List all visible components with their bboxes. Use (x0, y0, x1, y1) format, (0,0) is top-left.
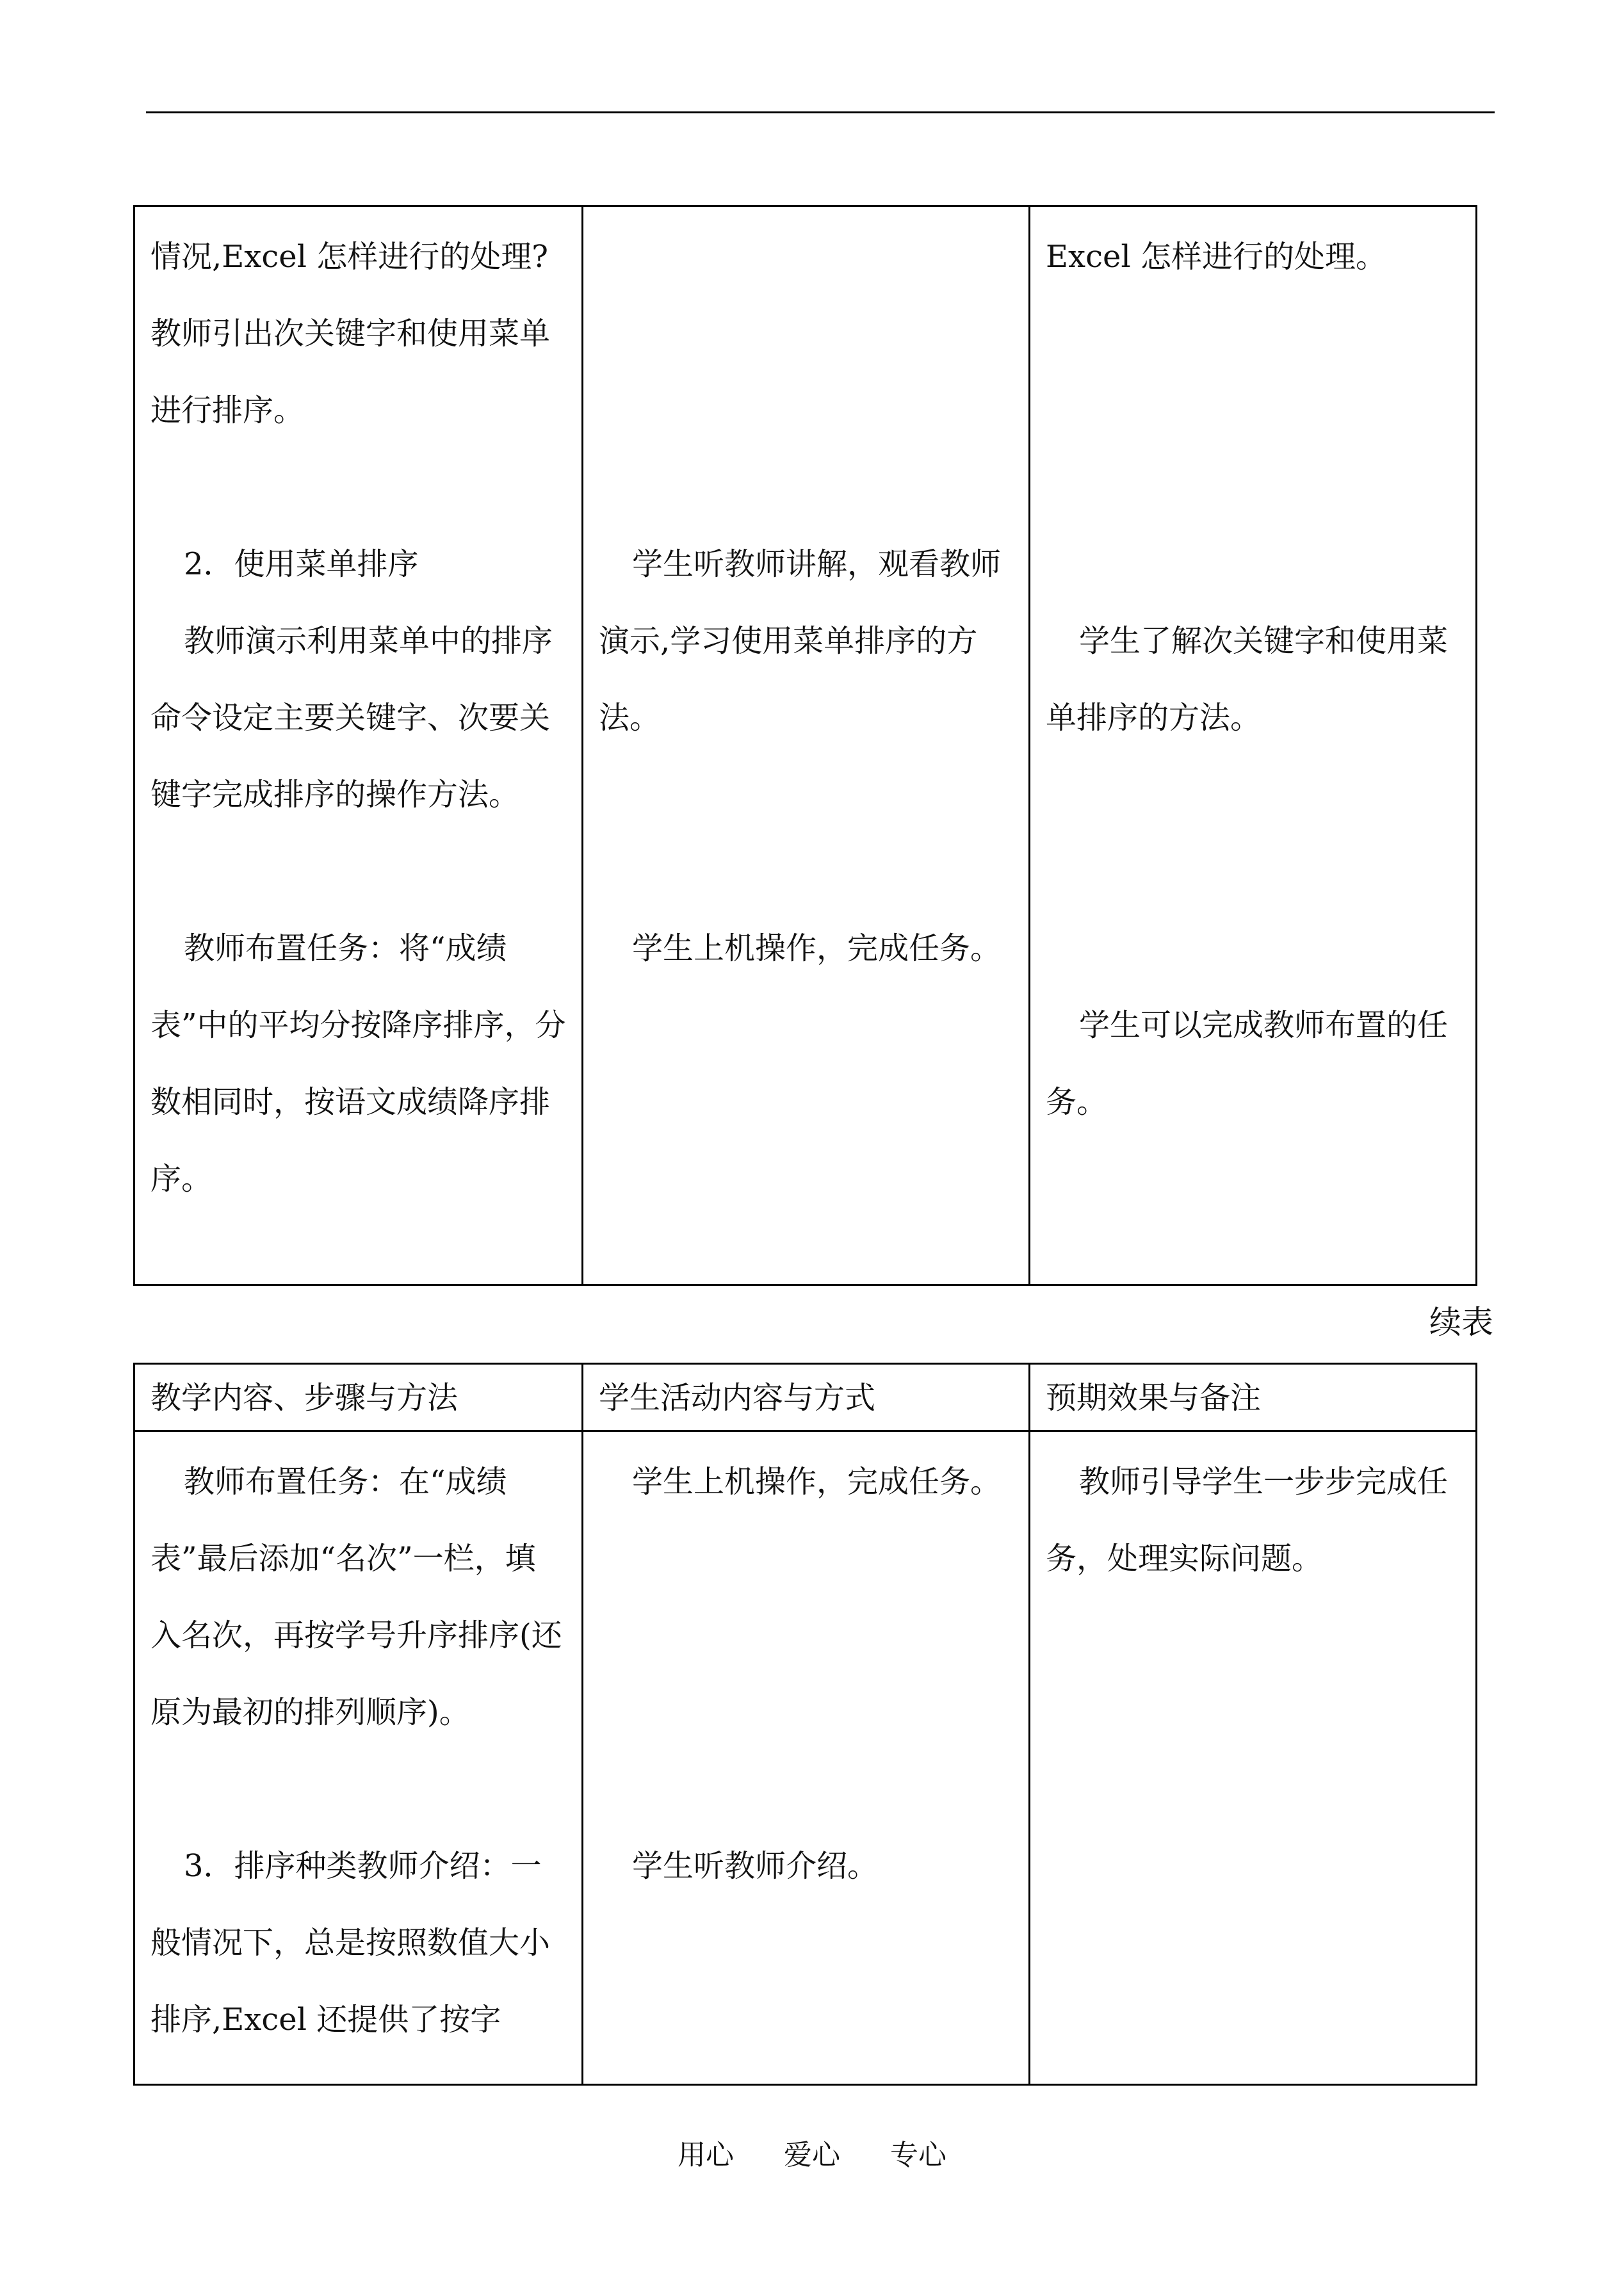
continued-label: 续表 (1429, 1304, 1493, 1341)
text-paragraph: 学生听教师介绍。 (632, 1848, 879, 1884)
text-paragraph: 学生上机操作，完成任务。 (632, 1464, 1002, 1500)
teaching-content-cell (134, 1431, 583, 2085)
text-paragraph: 3．排序种类教师介绍：一般情况下，总是按照数值大小排序,Excel 还提供了按字 (150, 1848, 551, 2038)
table-row (134, 206, 1477, 1285)
text-paragraph: 学生上机操作，完成任务。 (632, 930, 1002, 966)
page-footer (0, 2136, 1624, 2175)
text-paragraph: 情况,Excel 怎样进行的处理?教师引出次关键字和使用菜单进行排序。 (150, 239, 551, 428)
expected-effect-cell (1030, 1431, 1477, 2085)
footer-word: 专心 (890, 2139, 946, 2171)
table-header-row (134, 1364, 1477, 1431)
text-paragraph: 学生听教师讲解，观看教师演示,学习使用菜单排序的方法。 (599, 546, 1002, 736)
column-header: 预期效果与备注 (1030, 1364, 1477, 1431)
teaching-content-cell (134, 206, 583, 1285)
text-paragraph: Excel 怎样进行的处理。 (1046, 239, 1387, 275)
header-rule (146, 111, 1495, 113)
text-paragraph: 教师演示利用菜单中的排序命令设定主要关键字、次要关键字完成排序的操作方法。 (150, 623, 553, 813)
column-header: 教学内容、步骤与方法 (134, 1364, 583, 1431)
lesson-table-top (133, 205, 1477, 1286)
expected-effect-cell (1030, 206, 1477, 1285)
text-paragraph: 教师布置任务：将“成绩表”中的平均分按降序排序，分数相同时，按语文成绩降序排序。 (150, 930, 566, 1197)
table-row (134, 1431, 1477, 2085)
lesson-table-bottom (133, 1363, 1477, 2086)
column-header: 学生活动内容与方式 (583, 1364, 1030, 1431)
text-paragraph: 学生了解次关键字和使用菜单排序的方法。 (1046, 623, 1449, 736)
student-activity-cell (583, 1431, 1030, 2085)
footer-word: 爱心 (784, 2139, 840, 2171)
text-paragraph: 教师布置任务：在“成绩表”最后添加“名次”一栏，填入名次，再按学号升序排序(还原为最初的排列顺序)。 (150, 1464, 562, 1730)
text-paragraph: 学生可以完成教师布置的任务。 (1046, 1007, 1449, 1120)
section-heading: 2．使用菜单排序 (184, 546, 419, 582)
text-paragraph: 教师引导学生一步步完成任务，处理实际问题。 (1046, 1464, 1449, 1577)
footer-word: 用心 (678, 2139, 734, 2171)
student-activity-cell (583, 206, 1030, 1285)
